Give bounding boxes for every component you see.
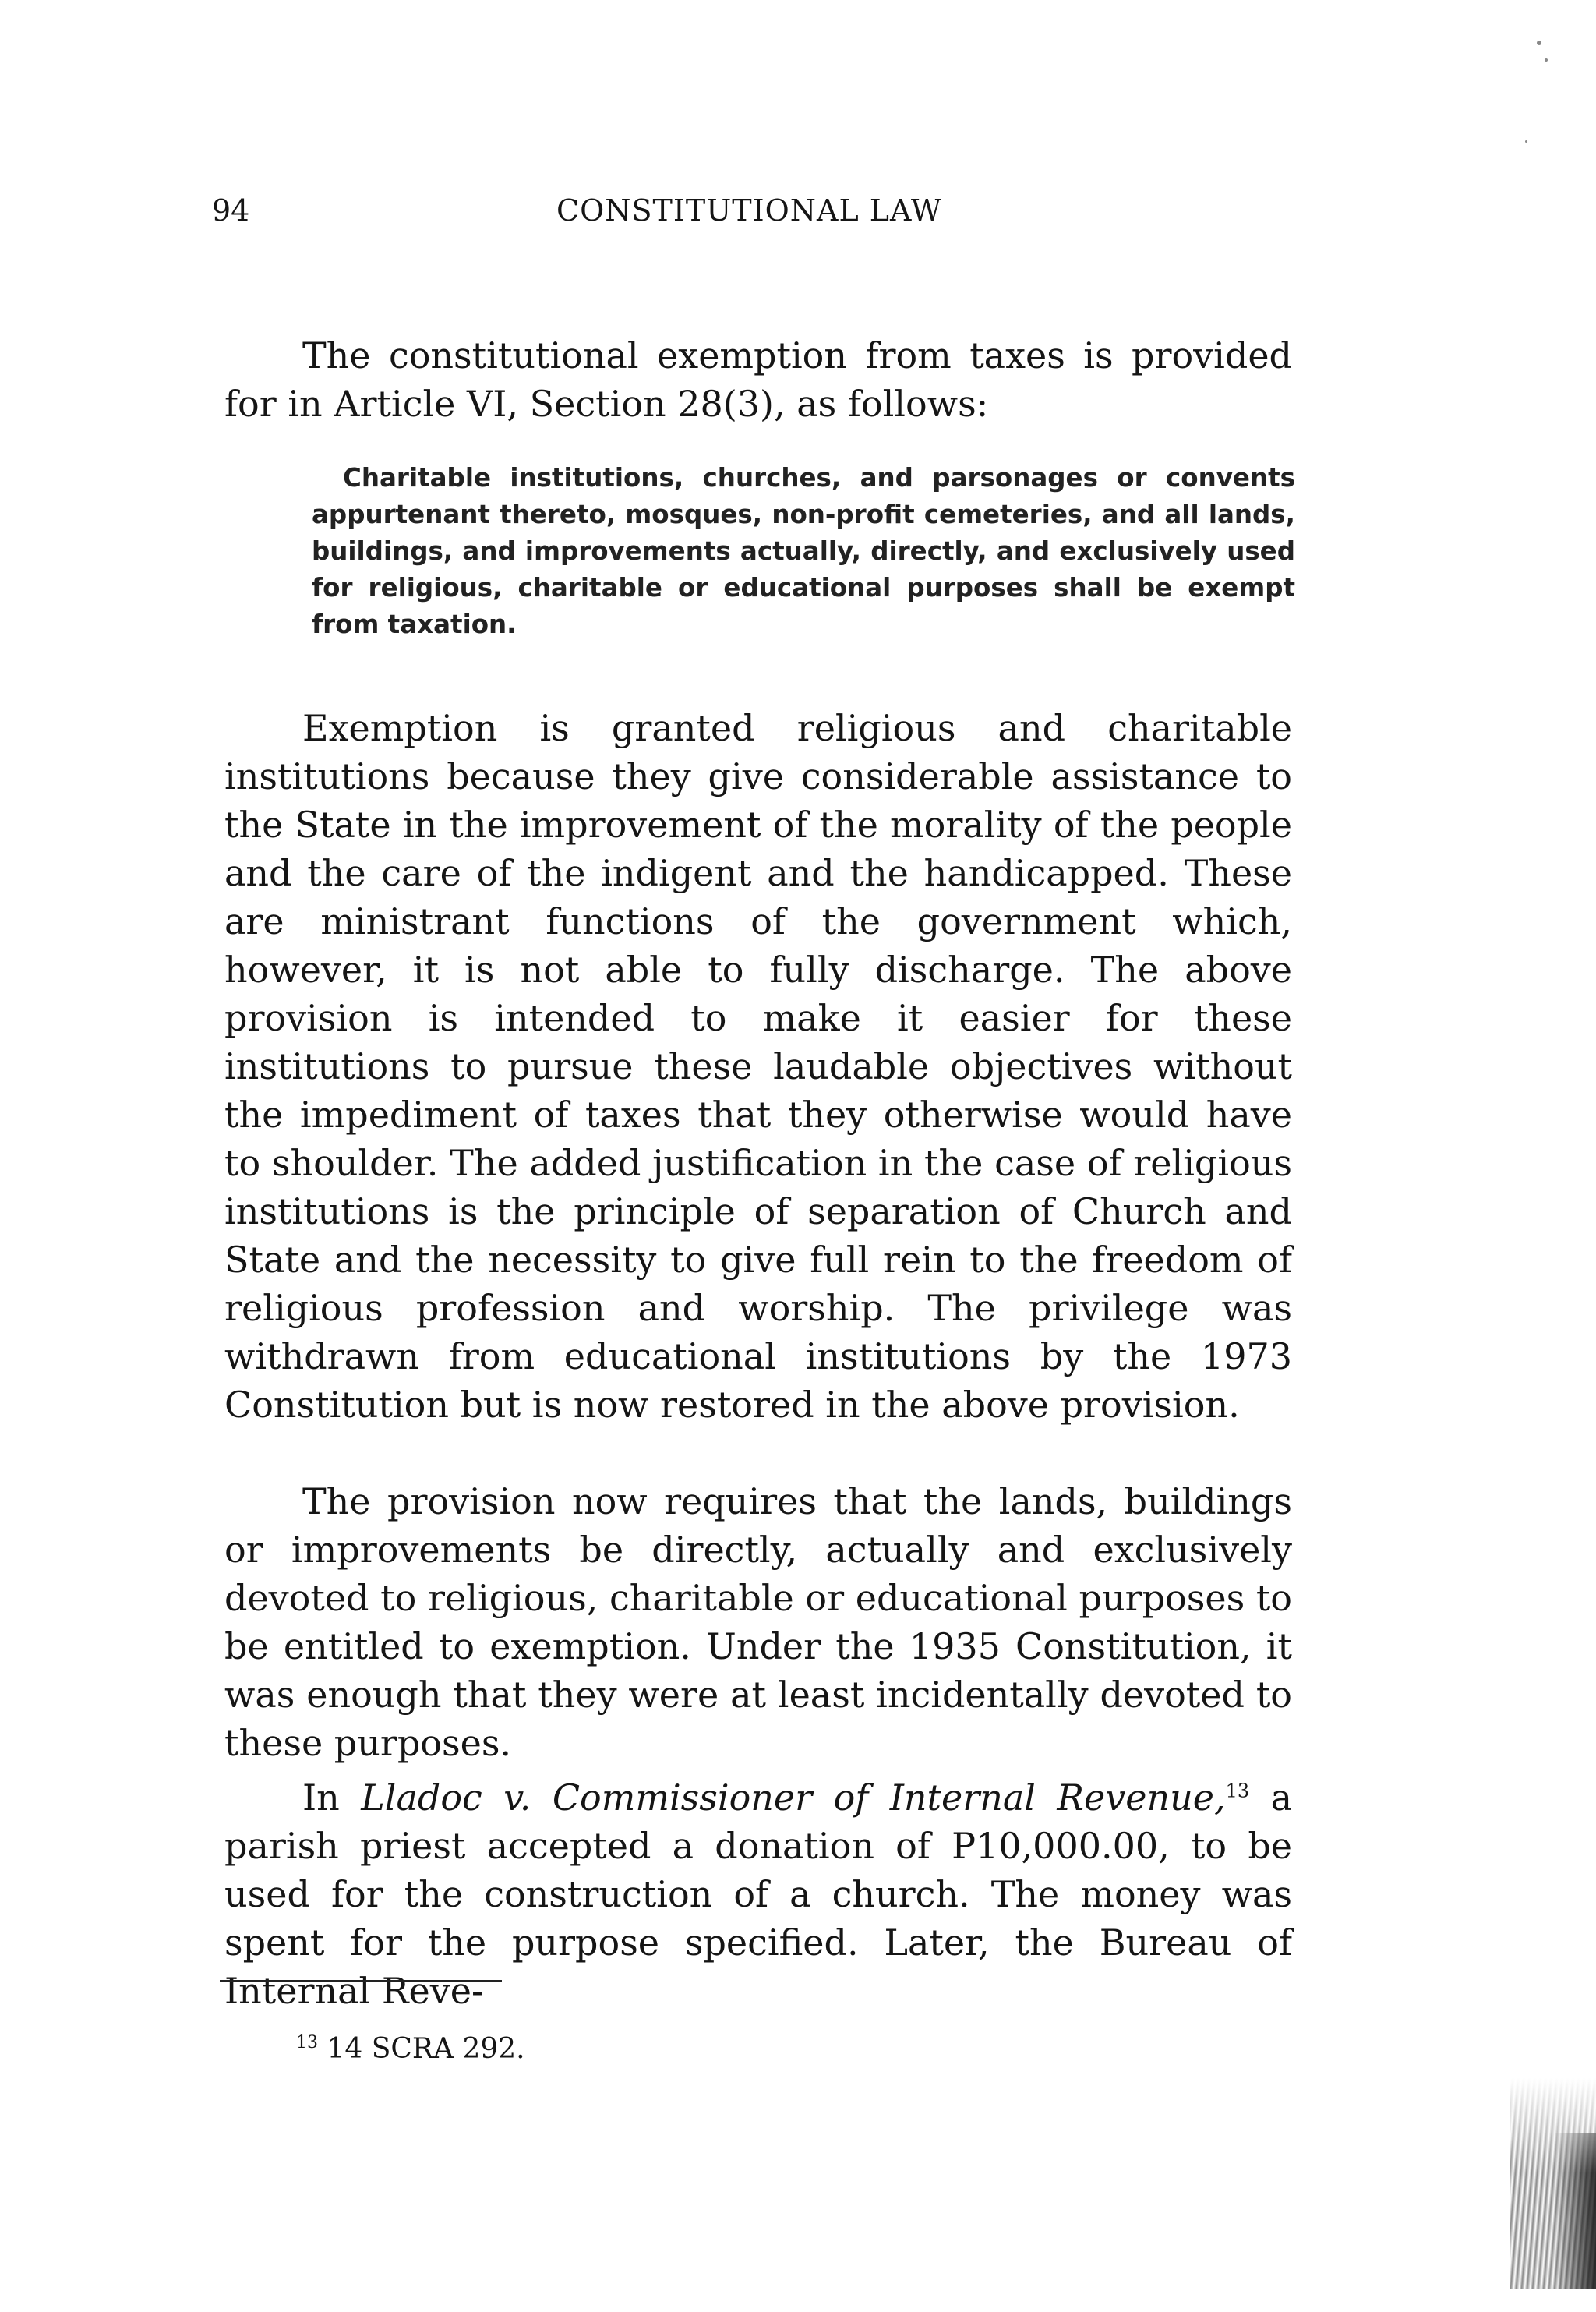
paragraph-requirement: The provision now requires that the lands, buildings or improvements be directly, actually and exclusively devoted to religious, charitable or educational purposes to be entitled to exemption. Under the 1935 Constitution, it was enough that they were at least incidentally devoted to these purposes.	[224, 1480, 1292, 1764]
binding-shadow	[1510, 2078, 1596, 2289]
scan-speck	[1537, 41, 1541, 45]
scan-speck	[1525, 140, 1527, 143]
footnote-text: 14 SCRA 292.	[318, 2033, 525, 2065]
constitution-quote: Charitable institutions, churches, and parsonages or convents appurtenant thereto, mosques, non-profit cemeteries, and all lands, buildings, and improvements actually, directly, and exclusively used for religious, charitable or educational purposes shall be exempt from taxation.	[312, 463, 1295, 639]
scan-speck	[1545, 58, 1548, 62]
paragraph-rationale: Exemption is granted religious and charitable institutions because they give considerable assistance to the State in the improvement of the morality of the people and the care of the indigent and the handicapped. These are ministrant functions of the government which, however, it is not able to fully discharge. The above provision is intended to make it easier for these institutions to pursue these laudable objectives without the impediment of taxes that they otherwise would have to shoulder. The added justification in the case of religious institutions is the principle of separation of Church and State and the necessity to give full rein to the freedom of religious profession and worship. The privilege was withdrawn from educational institutions by the 1973 Constitution but is now restored in the above provision.	[224, 707, 1292, 1426]
footnote-reference: 13	[1225, 1780, 1250, 1802]
footnote-divider	[220, 1980, 502, 1982]
footnote-number: 13	[296, 2033, 318, 2052]
running-title: CONSTITUTIONAL LAW	[556, 193, 942, 228]
paragraph-intro: The constitutional exemption from taxes is provided for in Article VI, Section 28(3), as follows:	[224, 334, 1292, 425]
paragraph-lladoc-case	[224, 1773, 1292, 2015]
footnote-13	[296, 2031, 525, 2068]
paragraph-lead: In	[302, 1776, 362, 1819]
running-head	[212, 187, 1303, 234]
page-number: 94	[212, 193, 250, 228]
case-citation: Lladoc v. Commissioner of Internal Revenue,	[361, 1776, 1226, 1819]
paragraph-rest: a parish priest accepted a donation of P10,000.00, to be used for the construction of a church. The money was spent for the purpose specified. Later, the Bureau of Internal Reve-	[224, 1776, 1292, 2012]
